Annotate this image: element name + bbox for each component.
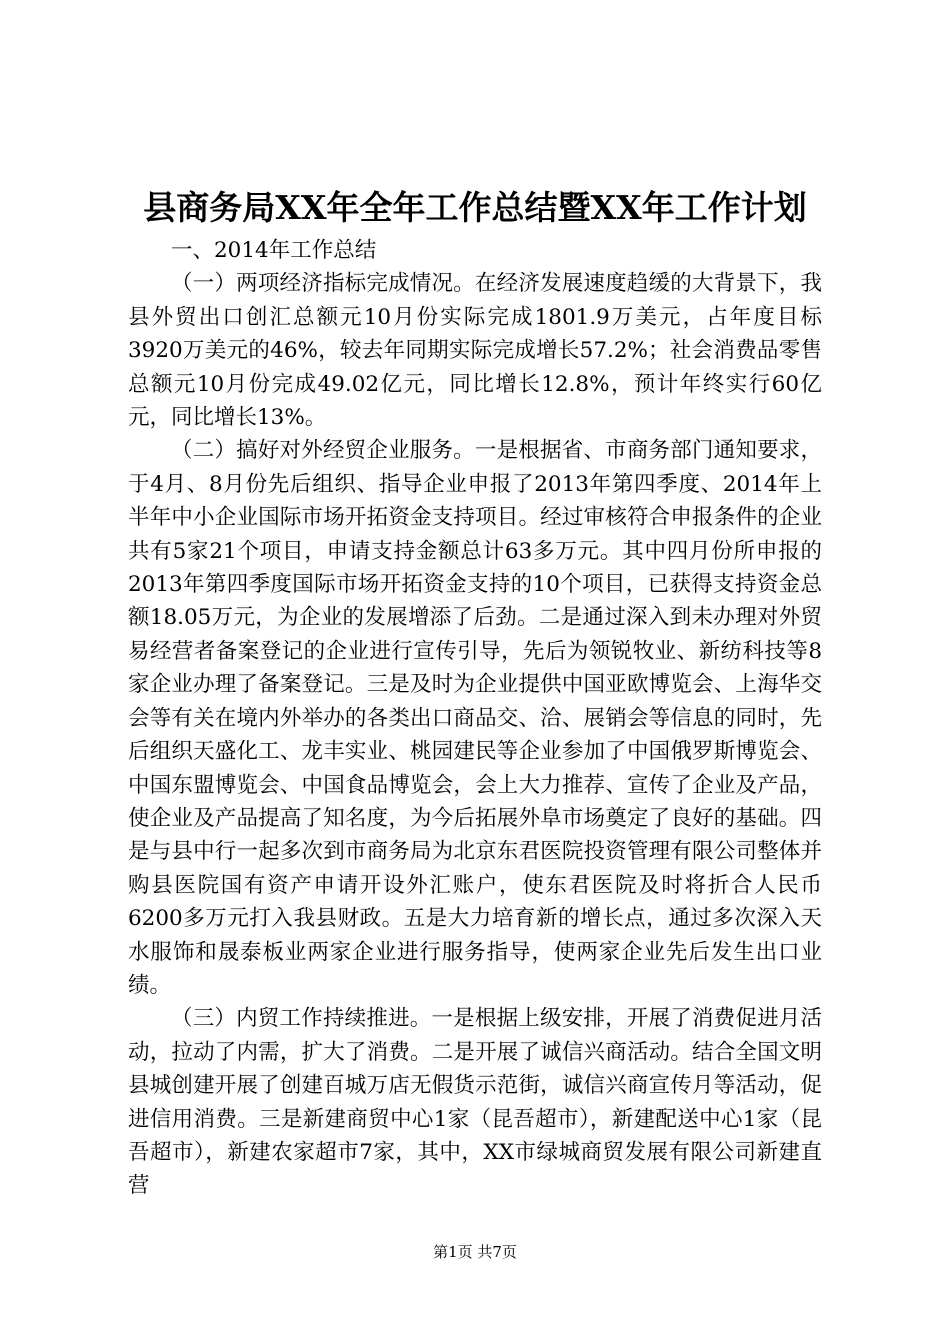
paragraph-domestic-trade: （三）内贸工作持续推进。一是根据上级安排，开展了消费促进月活动，拉动了内需，扩大了消费。二是开展了诚信兴商活动。结合全国文明县城创建开展了创建百城万店无假货示范街，诚信兴商宣传月等活动，促进信用消费。三是新建商贸中心1家（昆吾超市），新建配送中心1家（昆吾超市），新建农家超市7家，其中，XX市绿城商贸发展有限公司新建直营	[128, 1006, 822, 1199]
paragraph-enterprise-services: （二）搞好对外经贸企业服务。一是根据省、市商务部门通知要求，于4月、8月份先后组织、指导企业申报了2013年第四季度、2014年上半年中小企业国际市场开拓资金支持项目。经过审核符合申报条件的企业共有5家21个项目，申请支持金额总计63多万元。其中四月份所申报的2013年第四季度国际市场开拓资金支持的10个项目，已获得支持资金总额18.05万元，为企业的发展增添了后劲。二是通过深入到未办理对外贸易经营者备案登记的企业进行宣传引导，先后为领锐牧业、新纺科技等8家企业办理了备案登记。三是及时为企业提供中国亚欧博览会、上海华交会等有关在境内外举办的各类出口商品交、洽、展销会等信息的同时，先后组织天盛化工、龙丰实业、桃园建民等企业参加了中国俄罗斯博览会、中国东盟博览会、中国食品博览会，会上大力推荐、宣传了企业及产品，使企业及产品提高了知名度，为今后拓展外阜市场奠定了良好的基础。四是与县中行一起多次到市商务局为北京东君医院投资管理有限公司整体并购县医院国有资产申请开设外汇账户，使东君医院及时将折合人民币6200多万元打入我县财政。五是大力培育新的增长点，通过多次深入天水服饰和晟泰板业两家企业进行服务指导，使两家企业先后发生出口业绩。	[128, 438, 822, 998]
page-footer: 第1页 共7页	[433, 1243, 517, 1261]
document-body	[128, 234, 822, 1203]
document-title: 县商务局XX年全年工作总结暨XX年工作计划	[143, 188, 807, 227]
paragraph-economic-indicators: （一）两项经济指标完成情况。在经济发展速度趋缓的大背景下，我县外贸出口创汇总额元10月份实际完成1801.9万美元，占年度目标3920万美元的46%，较去年同期实际完成增长57.2%；社会消费品零售总额元10月份完成49.02亿元，同比增长12.8%，预计年终实行60亿元，同比增长13%。	[128, 271, 822, 431]
section-heading: 一、2014年工作总结	[171, 238, 377, 263]
